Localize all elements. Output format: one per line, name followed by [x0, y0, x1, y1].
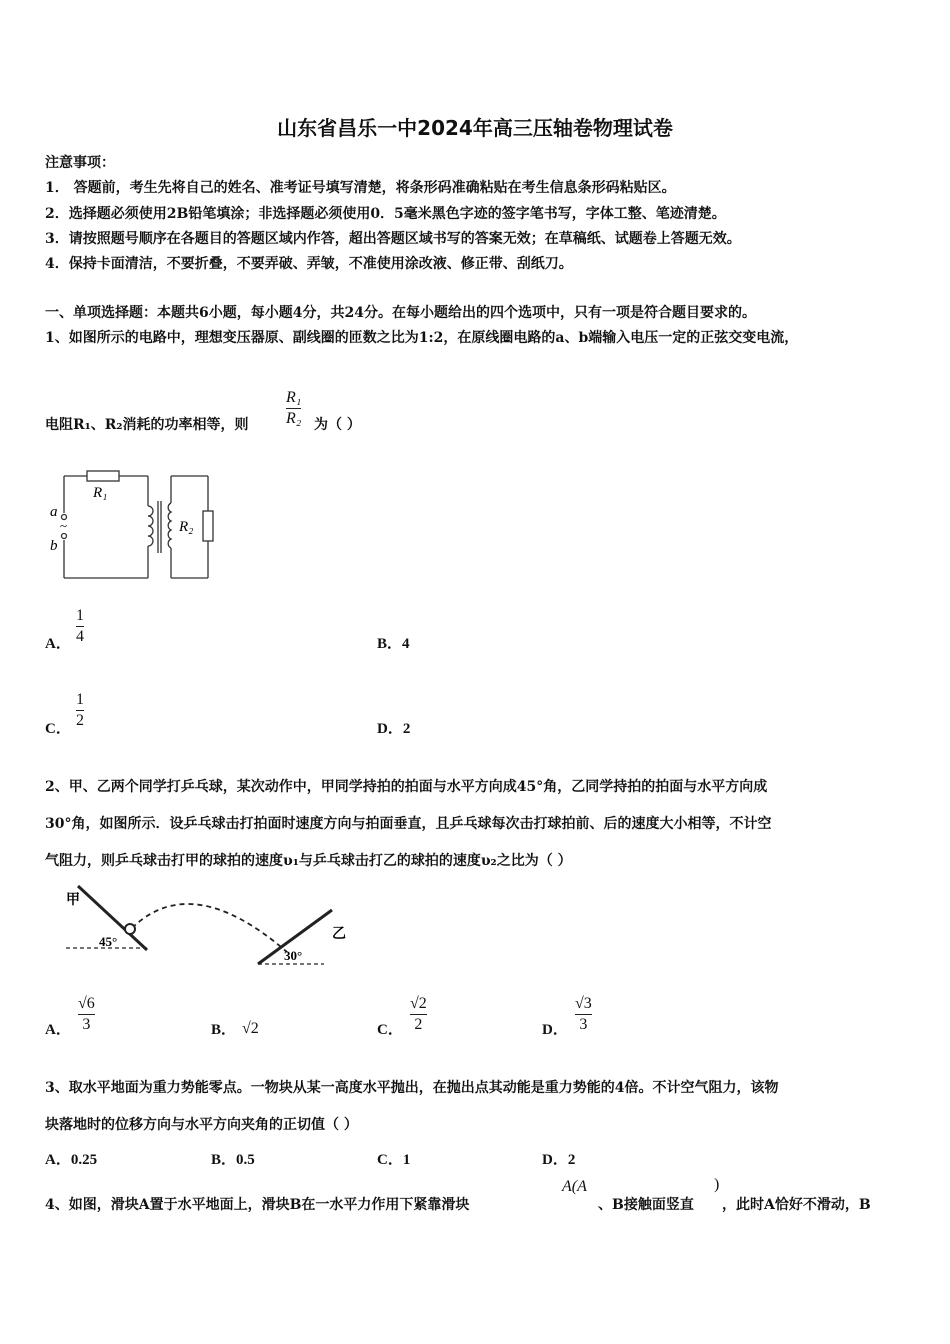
- q2-option-a-fraction: [78, 994, 95, 1035]
- q2-option-b-value: √2: [242, 1020, 259, 1037]
- q4-stem-part1: 4、如图，滑块A置于水平地面上，滑块B在一水平力作用下紧靠滑块: [45, 1197, 470, 1213]
- q4-stem-part2: 、B接触面竖直: [598, 1197, 694, 1213]
- q4-close-paren: ): [714, 1176, 720, 1193]
- q3-stem-line1: 3、取水平地面为重力势能零点。一物块从某一高度水平抛出，在抛出点其动能是重力势能的4倍。不计空气阻力，该物: [45, 1080, 779, 1096]
- q2-stem-line3: 气阻力，则乒乓球击打甲的球拍的速度υ₁与乒乓球击打乙的球拍的速度υ₂之比为（ ）: [45, 853, 572, 869]
- q2-option-d-label: D．: [542, 1022, 568, 1038]
- ac-source-icon: ~: [60, 518, 68, 533]
- q1-stem-line2-prefix: 电阻R₁、R₂消耗的功率相等，则: [45, 417, 249, 433]
- q1-stem-line1: 1、如图所示的电路中，理想变压器原、副线圈的匝数之比为1:2，在原线圈电路的a、b端输入电压一定的正弦交变电流，: [45, 330, 799, 346]
- q2-option-a-label: A．: [45, 1022, 71, 1038]
- fraction-denominator: 3: [82, 1016, 91, 1033]
- q1-option-c-label: C．: [45, 721, 71, 737]
- q1-stem-line2-suffix: 为（ ）: [314, 417, 361, 433]
- q3-stem-line2: 块落地时的位移方向与水平方向夹角的正切值（ ）: [45, 1117, 358, 1133]
- page-title: 山东省昌乐一中2024年高三压轴卷物理试卷: [277, 116, 673, 140]
- q3-option-d: D．2: [542, 1152, 576, 1168]
- label-yi: 乙: [332, 927, 346, 942]
- q1-option-b: B．4: [377, 636, 410, 652]
- q1-ratio-fraction: [286, 388, 301, 429]
- q2-stem-line2: 30°角，如图所示．设乒乓球击打拍面时速度方向与拍面垂直，且乒乓球每次击打球拍前、后的速度大小相等，不计空: [45, 816, 772, 832]
- fraction-denominator: 2: [76, 712, 84, 729]
- fraction-numerator: 1: [76, 691, 84, 708]
- q1-option-a-label: A．: [45, 636, 71, 652]
- fraction-numerator: √6: [78, 995, 95, 1012]
- notice-heading: 注意事项：: [45, 155, 115, 171]
- q4-inline-formula: A(A: [562, 1178, 587, 1195]
- fraction-denominator: 2: [414, 1016, 423, 1033]
- q3-option-a: A．0.25: [45, 1152, 98, 1168]
- q1-ratio-numerator: R₁: [286, 389, 302, 406]
- ball-icon: [125, 924, 135, 934]
- q1-circuit-diagram: [45, 468, 215, 583]
- q2-option-b-label: B．: [211, 1022, 237, 1038]
- label-a: a: [50, 504, 58, 520]
- q2-stem-line1: 2、甲、乙两个同学打乒乓球，某次动作中，甲同学持拍的拍面与水平方向成45°角，乙同学持拍的拍面与水平方向成: [45, 779, 768, 795]
- label-45-degree: 45°: [99, 934, 118, 949]
- resistor-r1: [87, 471, 119, 481]
- q3-option-c: C．1: [377, 1152, 411, 1168]
- q4-stem-part3: ，此时A恰好不滑动，B: [722, 1197, 871, 1213]
- label-30-degree: 30°: [284, 948, 303, 963]
- notice-item-3: 3．请按照题号顺序在各题目的答题区域内作答，超出答题区域书写的答案无效；在草稿纸、试题卷上答题无效。: [45, 231, 741, 247]
- fraction-numerator: 1: [76, 607, 84, 624]
- fraction-denominator: 4: [76, 628, 84, 645]
- label-jia: 甲: [66, 893, 80, 908]
- q3-option-b: B．0.5: [211, 1152, 255, 1168]
- q2-option-c-fraction: [410, 994, 427, 1035]
- q1-ratio-denominator: R₂: [286, 410, 302, 427]
- notice-item-2: 2．选择题必须使用2B铅笔填涂；非选择题必须使用0．5毫米黑色字迹的签字笔书写，字体工整、笔迹清楚。: [45, 206, 726, 222]
- resistor-r2: [203, 511, 213, 541]
- q1-option-d: D．2: [377, 721, 411, 737]
- fraction-denominator: 3: [579, 1016, 588, 1033]
- q1-option-c-fraction: [76, 690, 84, 731]
- notice-item-4: 4．保持卡面清洁，不要折叠，不要弄破、弄皱，不准使用涂改液、修正带、刮纸刀。: [45, 256, 573, 272]
- q2-option-c-label: C．: [377, 1022, 403, 1038]
- label-r2: R₂: [179, 519, 194, 535]
- fraction-numerator: √2: [410, 995, 427, 1012]
- q2-option-d-fraction: [575, 994, 592, 1035]
- fraction-numerator: √3: [575, 995, 592, 1012]
- notice-item-1: 1． 答题前，考生先将自己的姓名、准考证号填写清楚，将条形码准确粘贴在考生信息条形码粘贴区。: [45, 180, 676, 196]
- label-r1: R₁: [93, 485, 108, 501]
- q1-option-a-fraction: [76, 606, 84, 647]
- label-b: b: [50, 538, 58, 554]
- q2-pingpong-diagram: [62, 880, 352, 970]
- section-heading: 一、单项选择题：本题共6小题，每小题4分，共24分。在每小题给出的四个选项中，只有一项是符合题目要求的。: [45, 305, 756, 321]
